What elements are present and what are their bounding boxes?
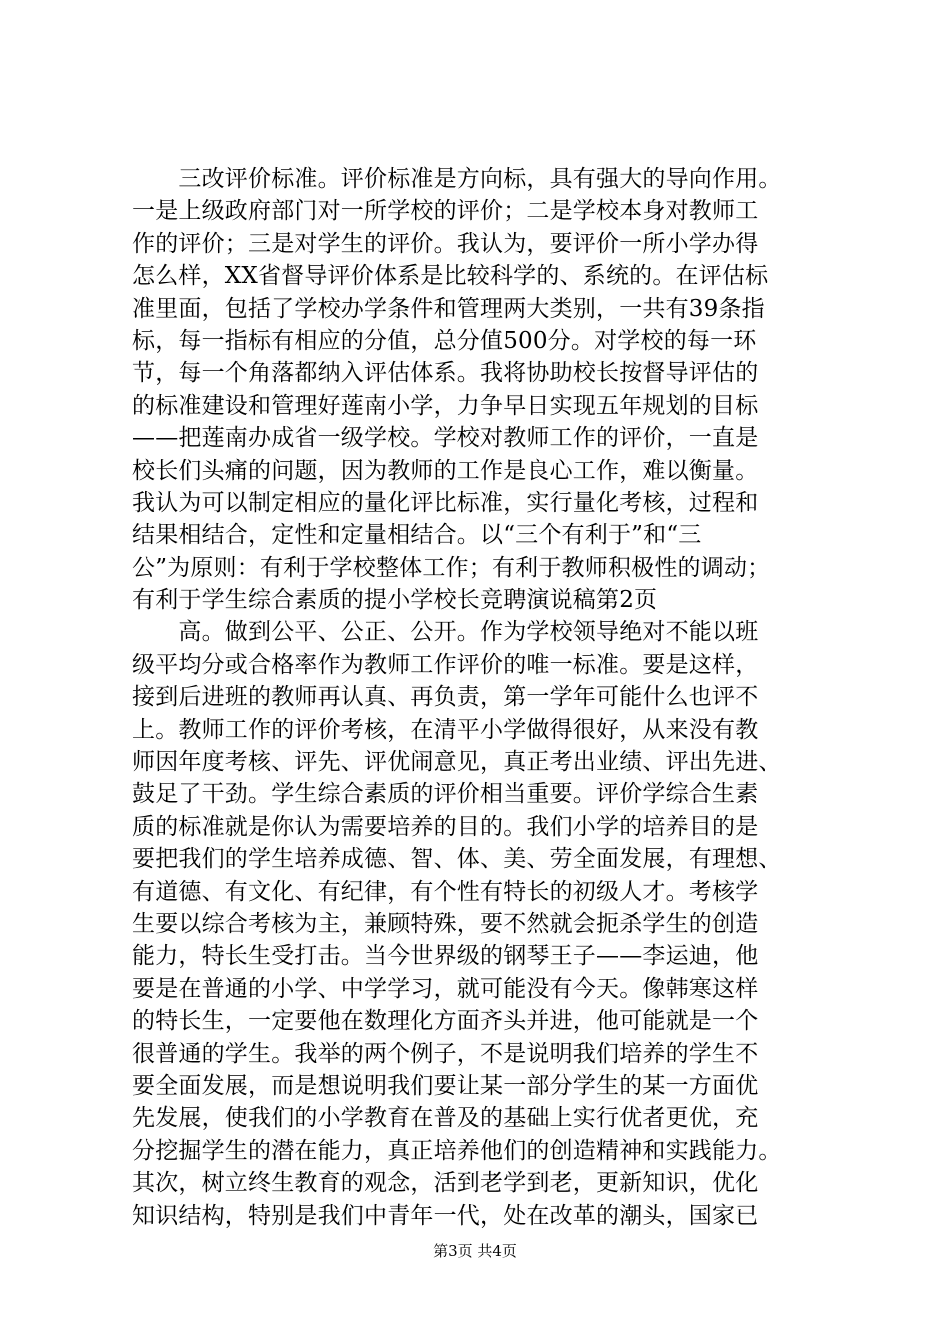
page-footer bbox=[0, 1241, 950, 1261]
page-number-label: 第3页 共4页 bbox=[433, 1242, 517, 1260]
text-line: 鼓足了干劲。学生综合素质的评价相当重要。评价学综合生素 bbox=[132, 781, 759, 808]
text-line: 高。做到公平、公正、公开。作为学校领导绝对不能以班 bbox=[132, 619, 759, 646]
text-line: 先发展，使我们的小学教育在普及的基础上实行优者更优，充 bbox=[132, 1105, 759, 1132]
text-line: 有利于学生综合素质的提小学校长竞聘演说稿第2页 bbox=[132, 587, 658, 614]
text-line: 很普通的学生。我举的两个例子，不是说明我们培养的学生不 bbox=[132, 1040, 759, 1067]
text-line: 怎么样，XX省督导评价体系是比较科学的、系统的。在评估标 bbox=[132, 263, 769, 290]
text-line: 准里面，包括了学校办学条件和管理两大类别，一共有39条指 bbox=[132, 295, 765, 322]
text-line: 公”为原则：有利于学校整体工作；有利于教师积极性的调动； bbox=[132, 554, 771, 581]
text-line: 其次，树立终生教育的观念，活到老学到老，更新知识，优化 bbox=[132, 1170, 759, 1197]
text-line: 要把我们的学生培养成德、智、体、美、劳全面发展，有理想、 bbox=[132, 846, 782, 873]
text-line: 我认为可以制定相应的量化评比标准，实行量化考核，过程和 bbox=[132, 489, 759, 516]
text-line: 的标准建设和管理好莲南小学，力争早日实现五年规划的目标 bbox=[132, 392, 759, 419]
text-line: 作的评价；三是对学生的评价。我认为，要评价一所小学办得 bbox=[132, 230, 759, 257]
text-line: 能力，特长生受打击。当今世界级的钢琴王子——李运迪，他 bbox=[132, 943, 759, 970]
text-line: 生要以综合考核为主，兼顾特殊，要不然就会扼杀学生的创造 bbox=[132, 910, 759, 937]
body-text bbox=[132, 163, 832, 1232]
text-line: 的特长生，一定要他在数理化方面齐头并进，他可能就是一个 bbox=[132, 1008, 759, 1035]
text-line: 接到后进班的教师再认真、再负责，第一学年可能什么也评不 bbox=[132, 684, 759, 711]
text-line: 标，每一指标有相应的分值，总分值500分。对学校的每一环 bbox=[132, 327, 757, 354]
text-line: 要全面发展，而是想说明我们要让某一部分学生的某一方面优 bbox=[132, 1072, 759, 1099]
text-line: 一是上级政府部门对一所学校的评价；二是学校本身对教师工 bbox=[132, 198, 759, 225]
text-line: 上。教师工作的评价考核，在清平小学做得很好，从来没有教 bbox=[132, 716, 759, 743]
text-line: 级平均分或合格率作为教师工作评价的唯一标准。要是这样， bbox=[132, 651, 759, 678]
text-line: ——把莲南办成省一级学校。学校对教师工作的评价，一直是 bbox=[132, 425, 759, 452]
text-line: 知识结构，特别是我们中青年一代，处在改革的潮头，国家已 bbox=[132, 1202, 759, 1229]
text-line: 校长们头痛的问题，因为教师的工作是良心工作，难以衡量。 bbox=[132, 457, 759, 484]
text-line: 要是在普通的小学、中学学习，就可能没有今天。像韩寒这样 bbox=[132, 975, 759, 1002]
text-line: 三改评价标准。评价标准是方向标，具有强大的导向作用。 bbox=[132, 166, 782, 192]
text-line: 质的标准就是你认为需要培养的目的。我们小学的培养目的是 bbox=[132, 813, 759, 840]
text-line: 节，每一个角落都纳入评估体系。我将协助校长按督导评估的 bbox=[132, 360, 759, 387]
text-line: 分挖掘学生的潜在能力，真正培养他们的创造精神和实践能力。 bbox=[132, 1137, 782, 1164]
text-line: 师因年度考核、评先、评优闹意见，真正考出业绩、评出先进、 bbox=[132, 749, 782, 776]
text-line: 结果相结合，定性和定量相结合。以“三个有利于”和“三 bbox=[132, 522, 702, 549]
text-line: 有道德、有文化、有纪律，有个性有特长的初级人才。考核学 bbox=[132, 878, 759, 905]
